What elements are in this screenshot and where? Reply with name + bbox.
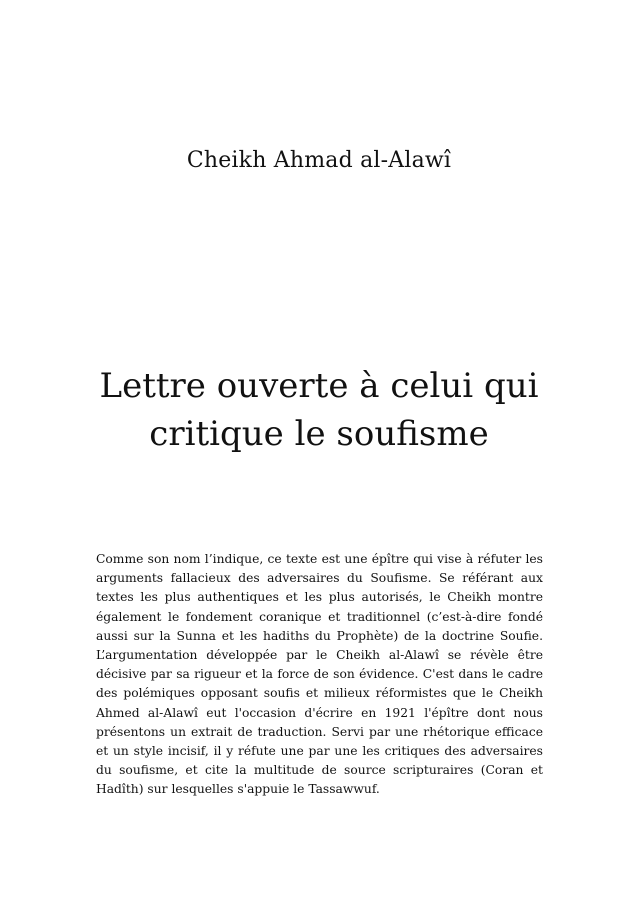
summary-paragraph: Comme son nom l’indique, ce texte est une épître qui vise à réfuter les arguments fallacieux des adversaires du Soufisme. Se référant aux textes les plus authentiques et les plus autorisés, le Cheikh montre également le fondement coranique et traditionnel (c’est-à-dire fondé aussi sur la Sunna et les hadiths du Prophète) de la doctrine Soufie. L’argumentation développée par le Cheikh al-Alawî se révèle être décisive par sa rigueur et la force de son évidence. C'est dans le cadre des polémiques opposant soufis et milieux réformistes que le Cheikh Ahmed al-Alawî eut l'occasion d'écrire en 1921 l'épître dont nous présentons un extrait de traduction. Servi par une rhétorique efficace et un style incisif, il y réfute une par une les critiques des adversaires du soufisme, et cite la multitude de source scripturaires (Coran et Hadîth) sur lesquelles s'appuie le Tassawwuf. — [96, 552, 543, 797]
title-line-2: critique le soufisme — [149, 414, 489, 454]
title-line-1: Lettre ouverte à celui qui — [99, 366, 539, 406]
author-name: Cheikh Ahmad al-Alawî — [186, 148, 452, 173]
document-title — [40, 362, 598, 458]
